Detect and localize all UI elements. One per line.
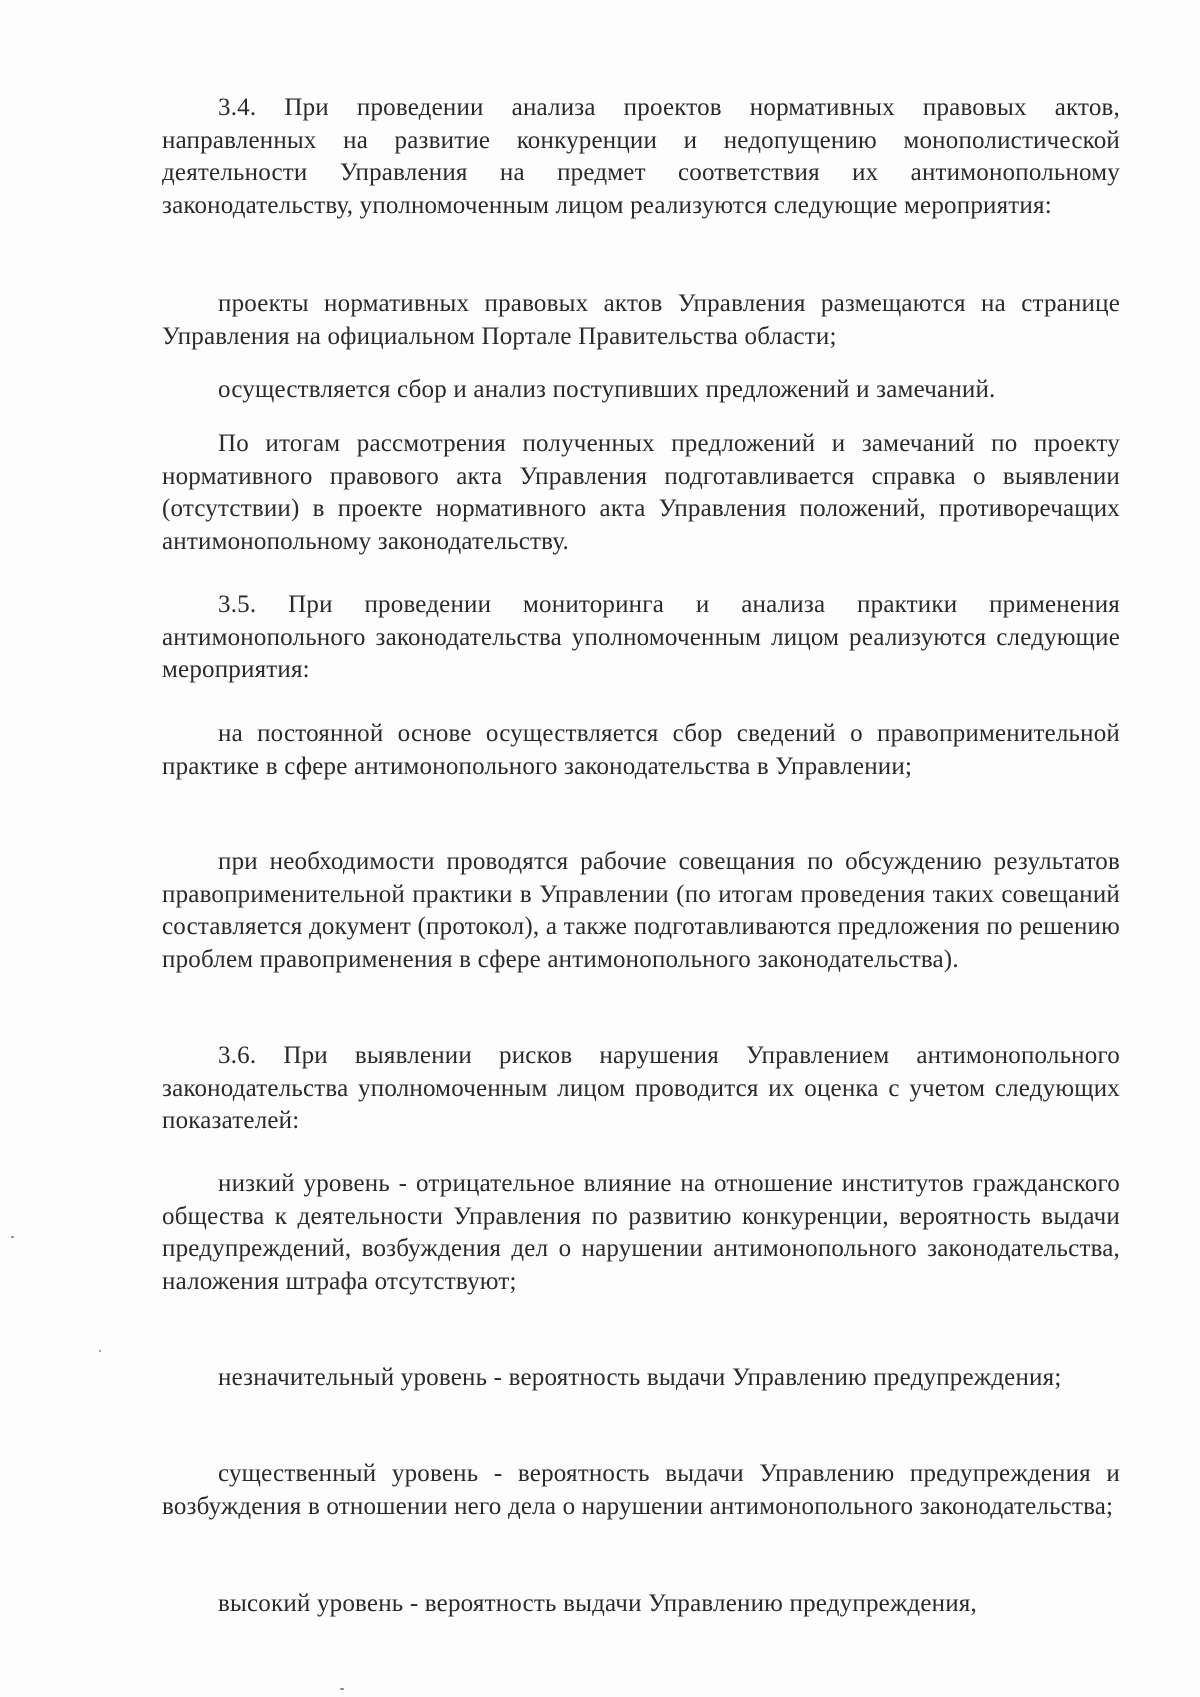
paragraph-3-6: 3.6. При выявлении рисков нарушения Управлением антимонопольного законодательства уполномоченным лицом проводится их оценка с учетом следующих показателей: (162, 1042, 1120, 1134)
scan-speck (340, 1688, 344, 1690)
scan-speck (11, 1236, 14, 1238)
paragraph-significant-level: существенный уровень - вероятность выдачи Управлению предупреждения и возбуждения в отношении него дела о нарушении антимонопольного законодательства; (162, 1460, 1120, 1520)
paragraph-high-level: высокий уровень - вероятность выдачи Управлению предупреждения, (218, 1590, 977, 1617)
paragraph-3-5: 3.5. При проведении мониторинга и анализа практики применения антимонопольного законодательства уполномоченным лицом реализуются следующие мероприятия: (162, 591, 1120, 683)
paragraph-3-4: 3.4. При проведении анализа проектов нормативных правовых актов, направленных на развитие конкуренции и недопущению монополистической деятельности Управления на предмет соответствия их антимонопольному законодательству, уполномоченным лицом реализуются следующие мероприятия: (162, 94, 1120, 219)
scan-speck (99, 1350, 101, 1352)
paragraph-drafts-published: проекты нормативных правовых актов Управления размещаются на странице Управления на официальном Портале Правительства области; (162, 290, 1120, 350)
paragraph-low-level: низкий уровень - отрицательное влияние на отношение институтов гражданского общества к деятельности Управления по развитию конкуренции, вероятность выдачи предупреждений, возбуждения дел о нарушении антимонопольного законодательства, наложения штрафа отсутствуют; (162, 1170, 1120, 1295)
paragraph-minor-level: незначительный уровень - вероятность выдачи Управлению предупреждения; (218, 1364, 1062, 1391)
paragraph-collection-analysis: осуществляется сбор и анализ поступивших предложений и замечаний. (218, 376, 996, 403)
paragraph-review-results: По итогам рассмотрения полученных предложений и замечаний по проекту нормативного правового акта Управления подготавливается справка о выявлении (отсутствии) в проекте нормативного акта Управления положений, противоречащих антимонопольному законодательству. (162, 430, 1120, 555)
paragraph-working-meetings: при необходимости проводятся рабочие совещания по обсуждению результатов правоприменительной практики в Управлении (по итогам проведения таких совещаний составляется документ (протокол), а также подготавливаются предложения по решению проблем правоприменения в сфере антимонопольного законодательства). (162, 848, 1120, 973)
paragraph-ongoing-collection: на постоянной основе осуществляется сбор сведений о правоприменительной практике в сфере антимонопольного законодательства в Управлении; (162, 720, 1120, 780)
